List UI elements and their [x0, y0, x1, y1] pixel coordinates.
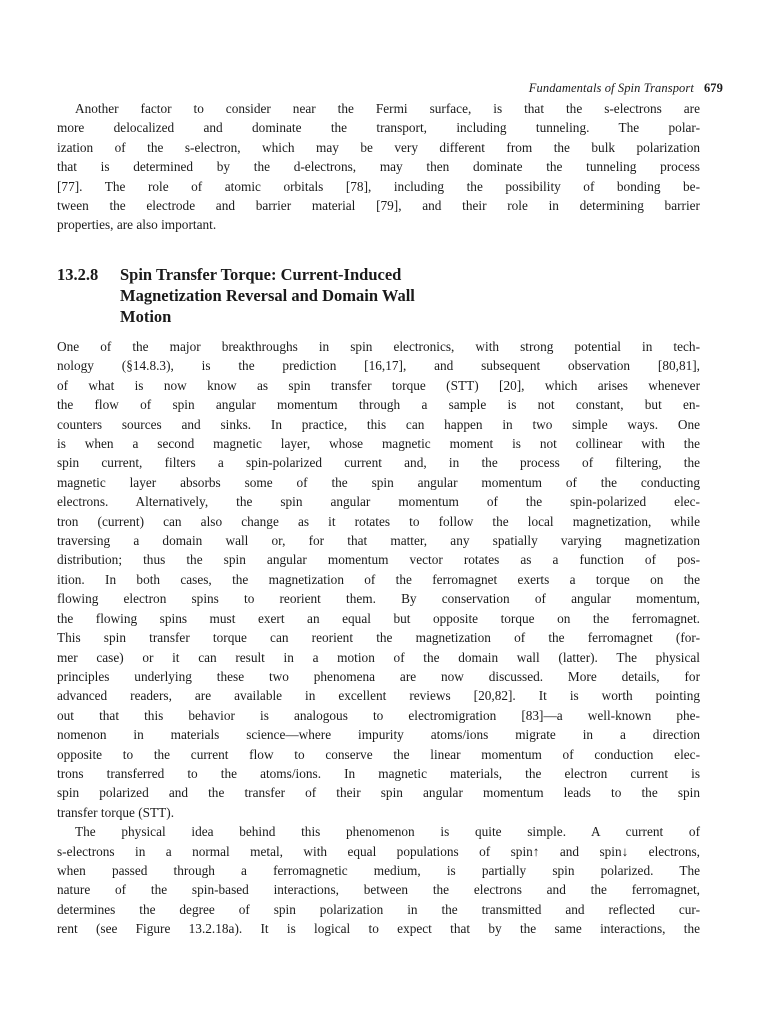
text-line: principles underlying these two phenomena are now discussed. More details, for: [57, 668, 700, 684]
text-line: determines the degree of spin polarization in the transmitted and reflected cur-: [57, 901, 700, 917]
paragraph-fermi-surface: [57, 99, 700, 235]
text-line: distribution; thus the spin angular momentum vector rotates as a function of pos-: [57, 552, 700, 568]
text-line: counters sources and sinks. In practice, this can happen in two simple ways. One: [57, 416, 700, 432]
text-line: ization of the s-electron, which may be very different from the bulk polarization: [57, 139, 700, 155]
text-line: the flow of spin angular momentum through a sample is not constant, but en-: [57, 397, 700, 413]
paragraph-stt-intro: [57, 337, 700, 939]
text-line: transfer torque (STT).: [57, 804, 175, 820]
section-heading: [57, 264, 707, 327]
section-title-line: Magnetization Reversal and Domain Wall: [120, 286, 415, 305]
text-line: out that this behavior is analogous to electromigration [83]—a well-known phe-: [57, 707, 700, 723]
text-line: is when a second magnetic layer, whose magnetic moment is not collinear with the: [57, 436, 700, 452]
text-line: traversing a domain wall or, for that matter, any spatially varying magnetization: [57, 533, 700, 549]
text-line: mer case) or it can result in a motion of the domain wall (latter). The physical: [57, 649, 700, 665]
text-line: electrons. Alternatively, the spin angular momentum of the spin-polarized elec-: [57, 494, 700, 510]
text-line: s-electrons in a normal metal, with equal populations of spin↑ and spin↓ electrons,: [57, 843, 700, 859]
text-line: of what is now know as spin transfer torque (STT) [20], which arises whenever: [57, 377, 700, 393]
text-line: rent (see Figure 13.2.18a). It is logical to expect that by the same interactions, the: [57, 921, 700, 937]
text-line: spin current, filters a spin-polarized current and, in the process of filtering, the: [57, 455, 700, 471]
text-line: tween the electrode and barrier material [79], and their role in determining barrier: [57, 198, 700, 214]
section-number: 13.2.8: [57, 265, 99, 284]
section-title-line: Motion: [120, 307, 172, 326]
text-line: One of the major breakthroughs in spin electronics, with strong potential in tech-: [57, 339, 700, 354]
text-line: The physical idea behind this phenomenon is quite simple. A current of: [75, 824, 700, 840]
text-line: when passed through a ferromagnetic medium, is partially spin polarized. The: [57, 862, 700, 878]
running-head: [529, 81, 723, 96]
text-line: ition. In both cases, the magnetization of the ferromagnet exerts a torque on the: [57, 571, 700, 587]
text-line: opposite to the current flow to conserve the linear momentum of conduction elec-: [57, 746, 700, 762]
text-line: spin polarized and the transfer of their spin angular momentum leads to the spin: [57, 785, 700, 801]
text-line: advanced readers, are available in excellent reviews [20,82]. It is worth pointing: [57, 688, 700, 704]
text-line: nology (§14.8.3), is the prediction [16,17], and subsequent observation [80,81],: [57, 358, 700, 374]
section-title-line: Spin Transfer Torque: Current-Induced: [120, 265, 402, 284]
running-title: Fundamentals of Spin Transport: [528, 81, 694, 95]
text-line: trons transferred to the atoms/ions. In magnetic materials, the electron current is: [57, 765, 700, 781]
text-line: nomenon in materials science—where impurity atoms/ions migrate in a direction: [57, 727, 700, 743]
section-title: [120, 264, 707, 327]
text-line: properties, are also important.: [57, 217, 217, 233]
page-number: 679: [703, 81, 723, 95]
text-line: magnetic layer absorbs some of the spin angular momentum of the conducting: [57, 474, 700, 490]
text-line: Another factor to consider near the Fermi surface, is that the s-electrons are: [75, 101, 700, 116]
text-line: [77]. The role of atomic orbitals [78], including the possibility of bonding be-: [57, 178, 700, 194]
text-line: the flowing spins must exert an equal but opposite torque on the ferromagnet.: [57, 610, 700, 626]
text-line: that is determined by the d-electrons, may then dominate the tunneling process: [57, 159, 700, 175]
text-line: This spin transfer torque can reorient the magnetization of the ferromagnet (for-: [57, 630, 700, 646]
text-line: tron (current) can also change as it rotates to follow the local magnetization, while: [57, 513, 700, 529]
text-line: nature of the spin-based interactions, between the electrons and the ferromagnet,: [57, 882, 700, 898]
text-line: more delocalized and dominate the transport, including tunneling. The polar-: [57, 120, 700, 136]
text-line: flowing electron spins to reorient them. By conservation of angular momentum,: [57, 591, 700, 607]
